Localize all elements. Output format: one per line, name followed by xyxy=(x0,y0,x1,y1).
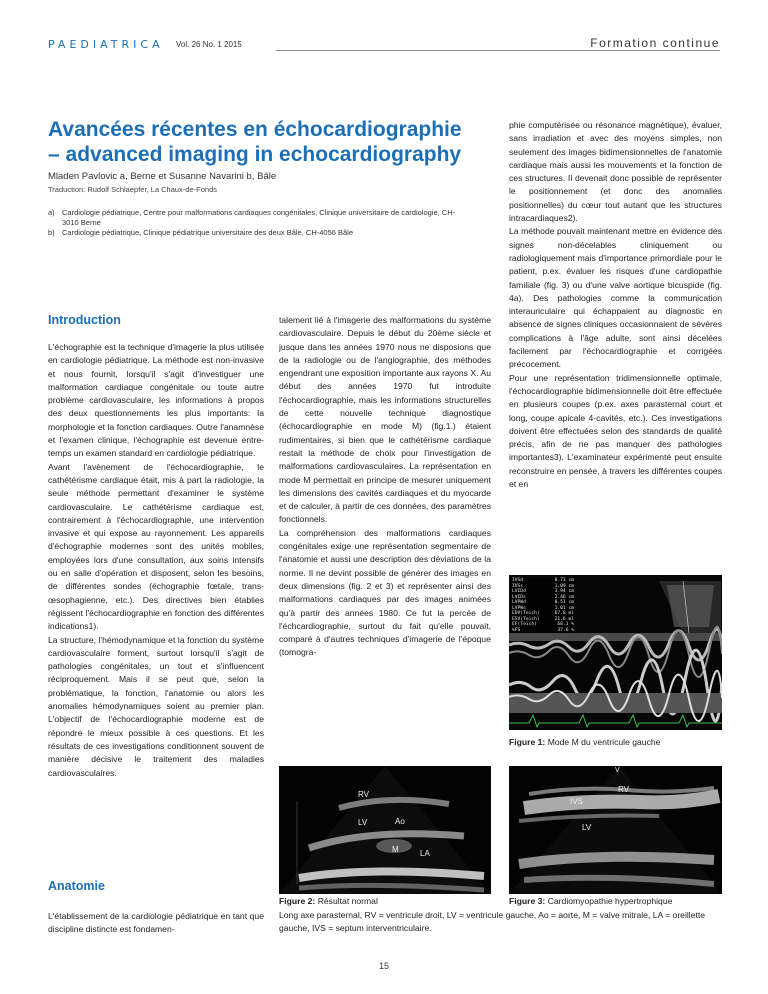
label-ao: Ao xyxy=(395,817,405,826)
measurement-key: LVIDs xyxy=(512,594,526,600)
heading-anatomie: Anatomie xyxy=(48,879,105,893)
heading-introduction: Introduction xyxy=(48,313,121,327)
measurement-key: %FS xyxy=(512,627,521,633)
affiliation-a: a) Cardiologie pédiatrique, Centre pour malformations cardiaques congénitales, Clinique universitaire de cardiologie, CH-3010 Berne xyxy=(48,208,456,227)
measurement-key: LVPWd xyxy=(512,600,526,605)
paragraph: La compréhension des malformations cardiaques congénitales exige une représentation segmentaire de l'anatomie et aussi une description des déviations de la norme. Il ne devint possible de générer des images en deux dimensions (fig. 2 et 3) et représenter ainsi des malformations cardiaques par des images animées qu'à partir des années 1980. Ce fut la percée de l'échcardiographie, surtout du fait qu'elle pouvait, comparé à d'autres techniques d'imagerie de l'époque (tomogra- xyxy=(279,527,491,658)
label-lv: LV xyxy=(582,823,592,832)
rubric-label: Formation continue xyxy=(590,36,720,50)
anatomie-text: L'établissement de la cardiologie pédiatrique en tant que discipline distincte est fondamen- xyxy=(48,911,264,935)
paragraph: phie computérisée ou résonance magnétique), évaluer, sans irradiation et avec des moyens simples, non seulement des images bidimensionnelles de l'anatomie cardiaque mais aussi les mouvements et la fonction de ces structures. Il devenait donc possible de représenter le positionnement (et donc des anomalies positionnelles) du cœur tout autant que les structures intracardiaques2). xyxy=(509,120,722,224)
measurement-value: 1.01 cm xyxy=(554,605,574,611)
paragraph: La méthode pouvait maintenant mettre en évidence des signes non-décelables cliniquement ou radiologiquement mais d'importance primordiale pour le patient, p.ex. évaluer les risques d'une cardiopathie familiale (fig. 3) ou d'une valve aortique bicuspide (fig. 4a). Des pathologies comme la communication interauriculaire qui échappaient au diagnostic en absence de signes cliniques occasionnaient de sévères complications à l'âge adulte, sont ainsi décelées facilement par l'échocardiographie et corrigées précocement. xyxy=(509,226,722,370)
journal-logo: PAEDIATRICA xyxy=(48,38,164,51)
page-number: 15 xyxy=(378,961,389,971)
label-lv: LV xyxy=(358,818,368,827)
article-authors: Mladen Pavlovic a, Berne et Susanne Navarini b, Bâle xyxy=(48,171,277,182)
paragraph: Avant l'avènement de l'échocardiographie, le cathétérisme cardiaque était, mis à part la radiologie, la seule méthode permettant d'examiner le système cardiovasculaire. Le cathétérisme cardiaque est, contrairement à l'échocardiographie, une intervention invasive et qui expose au rayonnement. Les appareils d'échographie modernes sont des unités mobiles, employées lors d'une consultation, aux soins intensifs ou en salle d'opération et disposent, selon les besoins, de différentes sondes (échographie fœtale, trans-œsophagienne, etc.). Des directives bien établies régissent l'échocardiographie en fonction des différentes indications1). xyxy=(48,461,264,632)
affiliation-b: b) Cardiologie pédiatrique, Clinique pédiatrique universitaire des deux Bâle, CH-4056 Bâle xyxy=(48,228,354,237)
label-rv: RV xyxy=(358,790,369,799)
volume-info: Vol. 26 No. 1 2015 xyxy=(176,40,242,49)
paragraph: La structure, l'hémodynamique et la fonction du système cardiovasculaire forment, surtout lorsqu'il s'agit de pathologies congénitales, un tout et s'influencent réciproquement. Mais il se peut que, selon la problématique, la fonction, l'anatomie ou alors les anomalies hémodynamiques soient au premier plan. L'objectif de l'échocardiographie moderne est de répondre le mieux possible à ces questions. Et les résultats de ces investigations conditionnent souvent de manière décisive le traitement des maladies cardiovasculaires. xyxy=(48,634,264,778)
measurement-value: 0.73 cm xyxy=(554,578,574,583)
echo-normal-graphic xyxy=(279,766,491,894)
measurement-value: 21.6 ml xyxy=(554,616,574,622)
measurement-key: EF(Teich) xyxy=(512,622,537,627)
paragraph: talement lié à l'imagerie des malformations du système cardiovasculaire. Depuis le début du 20ème siècle et jusque dans les années 1970 nous ne disposions que de la radiologie ou de l'angiographie, des méthodes engendrant une exposition importante aux rayons X. Au début des années 1970 fut introduite l'échocardiographie, mais les informations structurelles de cette nouvelle technique diagnostique (échocardiographie en mode M) (fig.1.) étaient rudimentaires, si bien que le cathétérisme cardiaque restait la méthode de choix pour l'investigation de malformations cardiovasculaires. La représentation en mode M permettait en principe de mesurer uniquement les dimensions des cavités cardiaques et du myocarde et de calculer, à partir de ces données, des paramètres fonctionnels. xyxy=(279,315,491,525)
paragraph: L'échographie est la technique d'imagerie la plus utilisée en cardiologie pédiatrique. La méthode est non-invasive et nous fournit, lorsqu'il s'agit d'investiguer une malformation cardiaque congénitale ou toute autre problème cardiovasculaire, les informations à propos des deux questionnements les plus importants: la morphologie et la fonction cardiaques. Outre l'anamnèse et l'examen clinique, l'échographie est devenue entre-temps un examen standard en cardiologie pédiatrique. xyxy=(48,342,264,459)
article-title: Avancées récentes en échocardiographie – advanced imaging in echocardiography xyxy=(48,118,462,166)
header-rule xyxy=(276,50,720,51)
measurement-key: EDV(Teich) xyxy=(512,611,540,616)
measurement-value: 37.6 % xyxy=(557,627,574,633)
label-rv: RV xyxy=(618,785,629,794)
affiliations xyxy=(48,208,468,238)
figure-3-echo-image xyxy=(509,766,722,894)
figure-1-caption: Figure 1: Mode M du ventricule gauche xyxy=(509,737,661,747)
column-1 xyxy=(48,341,264,780)
measurement-value: 0.51 cm xyxy=(554,600,574,605)
measurement-key: IVSs xyxy=(512,583,524,589)
measurement-key: LVIDd xyxy=(512,589,526,594)
translation-credit: Traduction: Rudolf Schlaepfer, La Chaux-de-Fonds xyxy=(48,185,217,194)
measurement-value: 67.8 ml xyxy=(554,611,574,616)
figure-2-echo-image xyxy=(279,766,491,894)
figure-2-caption: Figure 2: Résultat normal xyxy=(279,896,378,906)
measurement-row xyxy=(512,628,574,634)
label-v: V xyxy=(615,767,620,774)
mmode-measurements xyxy=(512,578,574,633)
paragraph: Pour une représentation tridimensionnelle optimale, l'échocardiographie bidimensionnelle doit être effectuée en plusieurs coupes (p.ex. axes parasternal court et long, coupe apicale 4-cavités, etc.). Ces investigations doivent être effectuées selon des standards de qualité précis, afin de ne pas manquer des pathologies importantes3). L'examinateur expérimenté peut ensuite reconstruire en pensée, à travers les différentes coupes et en xyxy=(509,372,722,490)
measurement-value: 3.94 cm xyxy=(554,589,574,594)
measurement-key: ESV(Teich) xyxy=(512,616,540,622)
label-la: LA xyxy=(420,849,430,858)
measurement-value: 68.1 % xyxy=(557,622,574,627)
figure-legend: Long axe parasternal, RV = ventricule droit, LV = ventricule gauche, Ao = aorte, M = valve mitrale, LA = oreillette gauche, IVS = septum interventriculaire. xyxy=(279,910,706,933)
measurement-value: 1.09 cm xyxy=(554,583,574,589)
column-2 xyxy=(279,314,491,660)
measurement-key: LVPWs xyxy=(512,605,526,611)
label-ivs: IVS xyxy=(570,797,583,806)
echo-hcm-graphic xyxy=(509,766,722,894)
figure-1-mmode-image xyxy=(509,575,722,730)
column-3 xyxy=(509,119,722,491)
label-m: M xyxy=(392,845,399,854)
page-header xyxy=(48,36,720,56)
figure-3-caption: Figure 3: Cardiomyopathie hypertrophique xyxy=(509,896,673,906)
measurement-value: 2.46 cm xyxy=(554,594,574,600)
measurement-key: IVSd xyxy=(512,578,524,583)
